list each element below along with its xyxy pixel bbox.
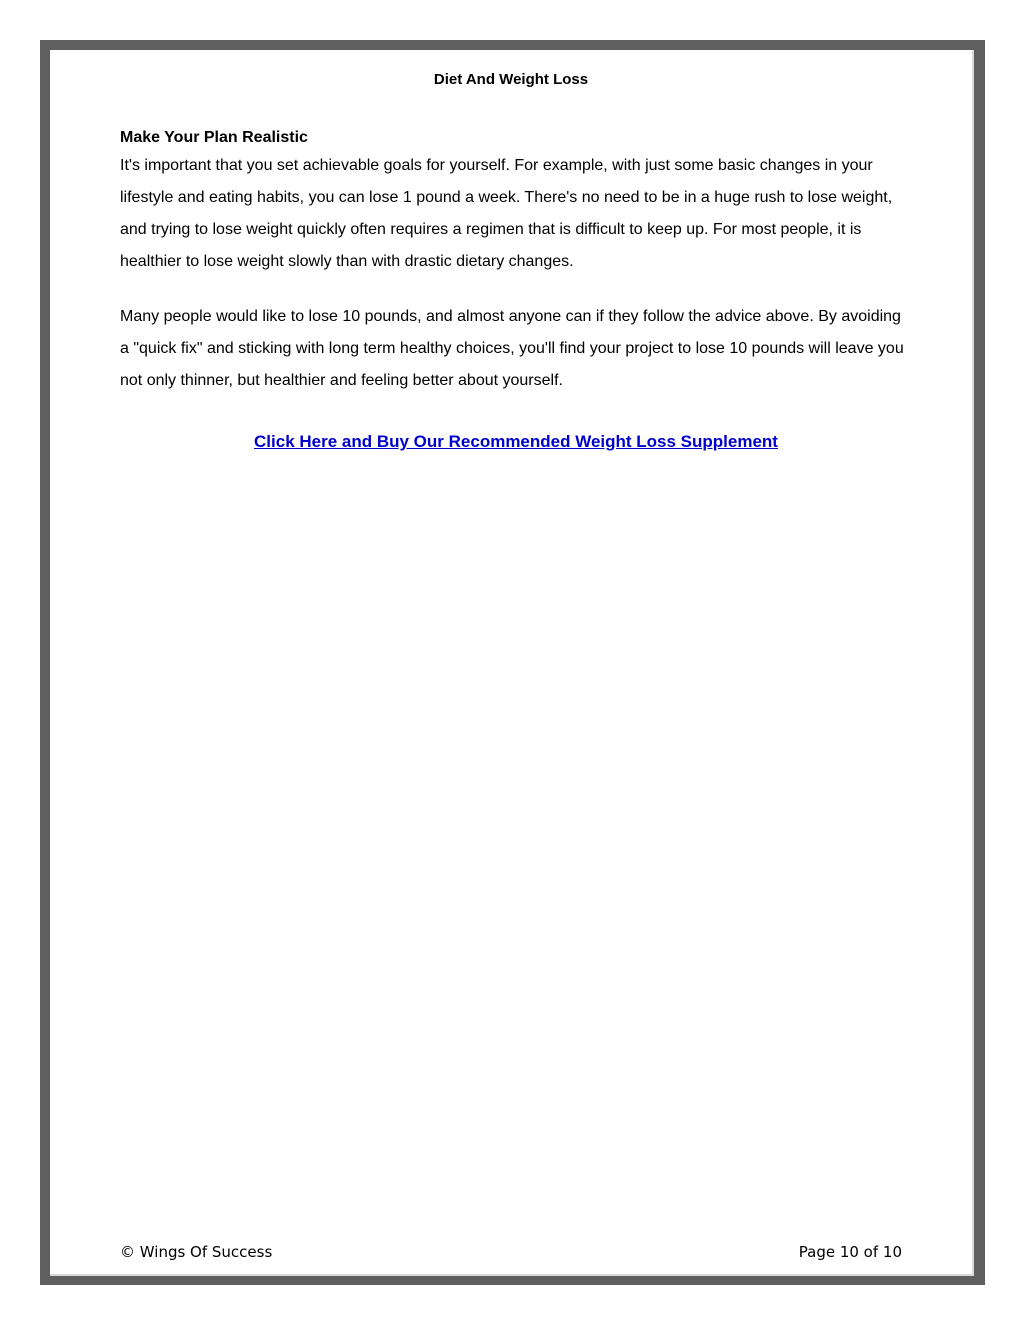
page-border-frame	[40, 40, 985, 1285]
footer-page-number: Page 10 of 10	[798, 1243, 902, 1261]
body-paragraph-2: Many people would like to lose 10 pounds, and almost anyone can if they follow the advice above. By avoiding a "quick fix" and sticking with long term healthy choices, you'll find your project to lose 10 pounds will leave you not only thinner, but healthier and feeling better about yourself.	[120, 308, 904, 389]
document-page	[50, 50, 974, 1276]
footer-copyright: © Wings Of Success	[120, 1243, 273, 1261]
section-heading: Make Your Plan Realistic	[120, 129, 308, 146]
page-content	[120, 128, 910, 452]
buy-supplement-link[interactable]: Click Here and Buy Our Recommended Weight Loss Supplement	[254, 432, 778, 451]
running-header-title: Diet And Weight Loss	[433, 71, 589, 88]
cta-container	[121, 432, 911, 452]
body-paragraph-1: It's important that you set achievable goals for yourself. For example, with just some basic changes in your lifestyle and eating habits, you can lose 1 pound a week. There's no need to be in a huge rush to lose weight, and trying to lose weight quickly often requires a regimen that is difficult to keep up. For most people, it is healthier to lose weight slowly than with drastic dietary changes.	[120, 157, 893, 270]
